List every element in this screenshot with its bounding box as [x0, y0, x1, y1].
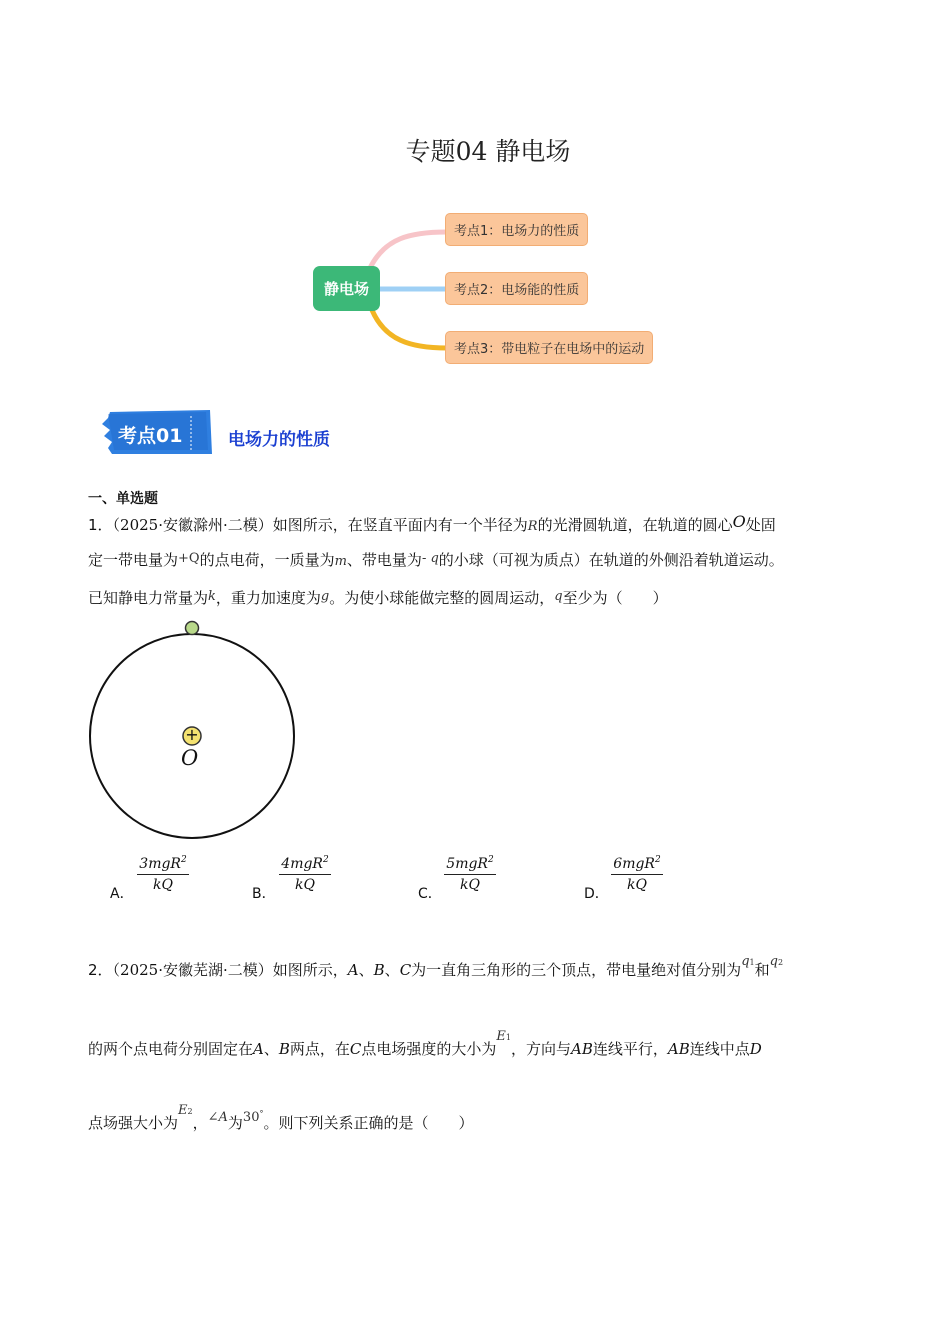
- mindmap-node-2: 考点2：电场能的性质: [445, 272, 588, 305]
- option-b-fraction: 4mgR$^2$ kQ: [279, 855, 331, 893]
- var-m: m: [334, 554, 347, 569]
- option-c-letter: C．: [418, 886, 442, 902]
- option-c-fraction: 5mgR$^2$ kQ: [444, 855, 496, 893]
- center-label: O: [181, 746, 199, 770]
- var-q1: q1: [741, 954, 755, 969]
- ball: [186, 622, 199, 635]
- point-charge-sign: +: [185, 725, 199, 744]
- question-type-heading: 一、单选题: [88, 491, 158, 507]
- var-E2: E2: [178, 1103, 193, 1118]
- option-b-letter: B．: [252, 886, 276, 902]
- var-q: q: [554, 589, 563, 604]
- q1-line-1: 1．（2025·安徽滁州·二模）如图所示，在竖直平面内有一个半径为R的光滑圆轨道，在轨道的圆心O处固: [88, 512, 776, 534]
- var-g: g: [320, 589, 330, 604]
- q2-line-1: 2．（2025·安徽芜湖·二模）如图所示，A、B、C为一直角三角形的三个顶点，带电量绝对值分别为q1和q2: [88, 954, 784, 979]
- q2-line-3: 点场强大小为E2，∠A为30°。则下列关系正确的是（ ）: [88, 1103, 474, 1132]
- mindmap-line-1: [370, 232, 447, 268]
- var-angle-A: ∠A: [207, 1110, 228, 1125]
- var-k: k: [208, 589, 216, 604]
- mindmap-node-1: 考点1：电场力的性质: [445, 213, 588, 246]
- section-title: 电场力的性质: [228, 430, 330, 450]
- var-O: O: [732, 512, 746, 531]
- mindmap-line-3: [372, 310, 447, 348]
- option-d-letter: D．: [584, 886, 609, 902]
- mindmap-node-3: 考点3：带电粒子在电场中的运动: [445, 331, 653, 364]
- q1-line-2: 定一带电量为+Q的点电荷，一质量为m、带电量为- q的小球（可视为质点）在轨道的外侧沿着轨道运动。: [88, 551, 784, 569]
- q2-line-2: 的两个点电荷分别固定在A、B两点，在C点电场强度的大小为E1，方向与AB连线平行，AB连线中点D: [88, 1029, 762, 1058]
- q1-source: （2025·安徽滁州·二模）: [112, 516, 273, 534]
- mindmap-root: 静电场: [313, 266, 380, 311]
- option-a-fraction: 3mgR$^2$ kQ: [137, 855, 189, 893]
- var-E1: E1: [496, 1029, 512, 1044]
- var-plusQ: +Q: [178, 551, 200, 566]
- option-a-letter: A．: [110, 886, 134, 902]
- var-q2: q2: [769, 954, 784, 969]
- var-minusq: - q: [421, 551, 439, 566]
- q2-source: （2025·安徽芜湖·二模）: [112, 961, 273, 979]
- q2-number: 2．: [88, 961, 113, 979]
- section-badge: 考点01: [118, 425, 183, 447]
- option-d-fraction: 6mgR$^2$ kQ: [611, 855, 663, 893]
- var-30deg: 30°: [242, 1109, 264, 1125]
- q1-line-3: 已知静电力常量为k，重力加速度为g。为使小球能做完整的圆周运动，q至少为（ ）: [88, 589, 668, 607]
- q1-number: 1．: [88, 516, 113, 534]
- var-R: R: [527, 519, 538, 534]
- page-title: 专题04 静电场: [405, 137, 571, 166]
